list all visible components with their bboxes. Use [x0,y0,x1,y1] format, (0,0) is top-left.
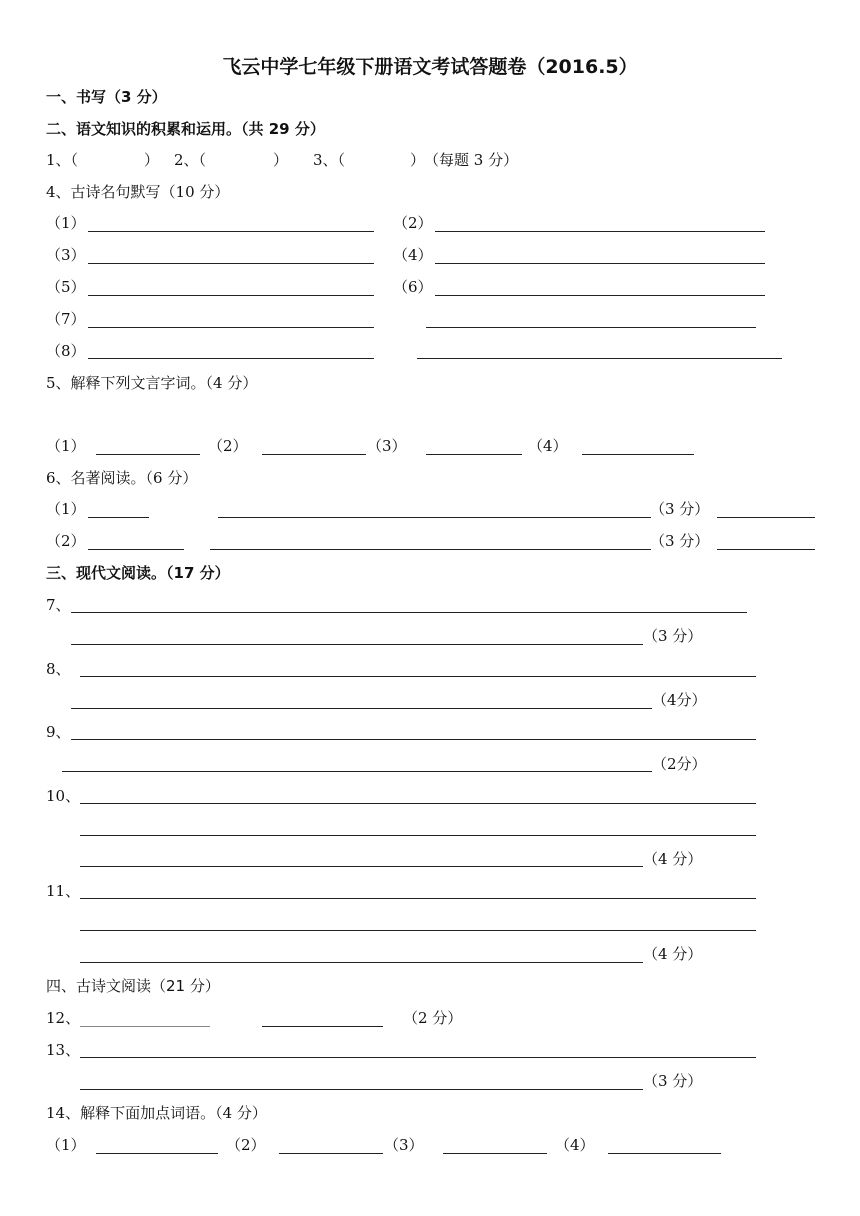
q1to3-score-note: （每题 3 分） [424,151,519,169]
q5-answer-line-2[interactable] [262,454,366,455]
q4-item-4: （4） [393,246,433,264]
q6-score-1: （3 分） [650,500,710,518]
q8-answer-line-2[interactable] [71,708,652,709]
q6-answer-line-1a[interactable] [88,517,149,518]
q13-answer-line-2[interactable] [80,1089,643,1090]
q10-answer-line-3[interactable] [80,866,643,867]
q9-answer-line-1[interactable] [71,739,756,740]
q11-score: （4 分） [643,945,703,963]
q12-label: 12、 [46,1009,81,1027]
q11-answer-line-2[interactable] [80,930,756,931]
q14-item-3: （3） [384,1136,424,1154]
q4-item-6: （6） [393,278,433,296]
section-2-heading: 二、语文知识的积累和运用。（共 29 分） [46,120,325,138]
page-title: 飞云中学七年级下册语文考试答题卷（2016.5） [222,56,638,78]
q2-label: 2、（ [174,151,207,169]
q5-answer-line-3[interactable] [426,454,522,455]
section-1-heading: 一、书写（3 分） [46,88,167,106]
q4-answer-line-3[interactable] [88,263,374,264]
q7-score: （3 分） [643,627,703,645]
q14-item-2: （2） [226,1136,266,1154]
q6-item-2: （2） [46,532,86,550]
q6-answer-line-1b[interactable] [218,517,651,518]
q5-item-2: （2） [208,437,248,455]
q2-close: ） [273,151,289,169]
q3-label: 3、（ [313,151,346,169]
q7-label: 7、 [46,596,71,614]
q4-answer-line-7[interactable] [88,327,374,328]
q11-label: 11、 [46,882,81,900]
q9-answer-line-2[interactable] [62,771,652,772]
q3-close: ） [410,151,426,169]
q13-label: 13、 [46,1041,81,1059]
q10-answer-line-2[interactable] [80,835,756,836]
q10-score: （4 分） [643,850,703,868]
q13-score: （3 分） [643,1072,703,1090]
section-4-heading: 四、古诗文阅读（21 分） [46,977,220,995]
q4-answer-line-4[interactable] [435,263,765,264]
q13-answer-line-1[interactable] [80,1057,756,1058]
q4-item-7: （7） [46,310,86,328]
q14-answer-line-1[interactable] [96,1153,218,1154]
q14-answer-line-4[interactable] [608,1153,721,1154]
q4-answer-line-7b[interactable] [426,327,756,328]
q5-label: 5、解释下列文言字词。（4 分） [46,374,258,392]
q8-answer-line-1[interactable] [80,676,756,677]
q6-label: 6、名著阅读。（6 分） [46,469,198,487]
q14-answer-line-2[interactable] [279,1153,383,1154]
q12-answer-line-1[interactable] [80,1026,210,1027]
q6-score-2: （3 分） [650,532,710,550]
q4-item-1: （1） [46,214,86,232]
q6-answer-line-2a[interactable] [88,549,184,550]
q9-score: （2分） [652,755,707,773]
q12-answer-line-2[interactable] [262,1026,383,1027]
q4-item-3: （3） [46,246,86,264]
q9-label: 9、 [46,723,71,741]
q12-score: （2 分） [403,1009,463,1027]
q11-answer-line-1[interactable] [80,898,756,899]
q6-item-1: （1） [46,500,86,518]
q14-answer-line-3[interactable] [443,1153,547,1154]
q7-answer-line-2[interactable] [71,644,643,645]
q4-answer-line-8[interactable] [88,358,374,359]
q4-item-2: （2） [393,214,433,232]
q4-answer-line-8b[interactable] [417,358,782,359]
q6-answer-line-2b[interactable] [210,549,651,550]
q8-label: 8、 [46,660,71,678]
q4-label: 4、古诗名句默写（10 分） [46,183,230,201]
q4-answer-line-6[interactable] [435,295,765,296]
q11-answer-line-3[interactable] [80,962,643,963]
q7-answer-line-1[interactable] [71,612,747,613]
q5-item-4: （4） [528,437,568,455]
q4-answer-line-5[interactable] [88,295,374,296]
q14-label: 14、解释下面加点词语。（4 分） [46,1104,267,1122]
q4-answer-line-1[interactable] [88,231,374,232]
q8-score: （4分） [652,691,707,709]
q6-answer-line-1c[interactable] [717,517,815,518]
q10-answer-line-1[interactable] [80,803,756,804]
q5-item-3: （3） [367,437,407,455]
q14-item-1: （1） [46,1136,86,1154]
section-3-heading: 三、现代文阅读。（17 分） [46,564,230,582]
q4-item-5: （5） [46,278,86,296]
q14-item-4: （4） [555,1136,595,1154]
q10-label: 10、 [46,787,81,805]
q1-close: ） [144,151,160,169]
q5-answer-line-4[interactable] [582,454,694,455]
q6-answer-line-2c[interactable] [717,549,815,550]
q4-item-8: （8） [46,342,86,360]
q5-item-1: （1） [46,437,86,455]
q1-label: 1、（ [46,151,79,169]
q5-answer-line-1[interactable] [96,454,200,455]
q4-answer-line-2[interactable] [435,231,765,232]
